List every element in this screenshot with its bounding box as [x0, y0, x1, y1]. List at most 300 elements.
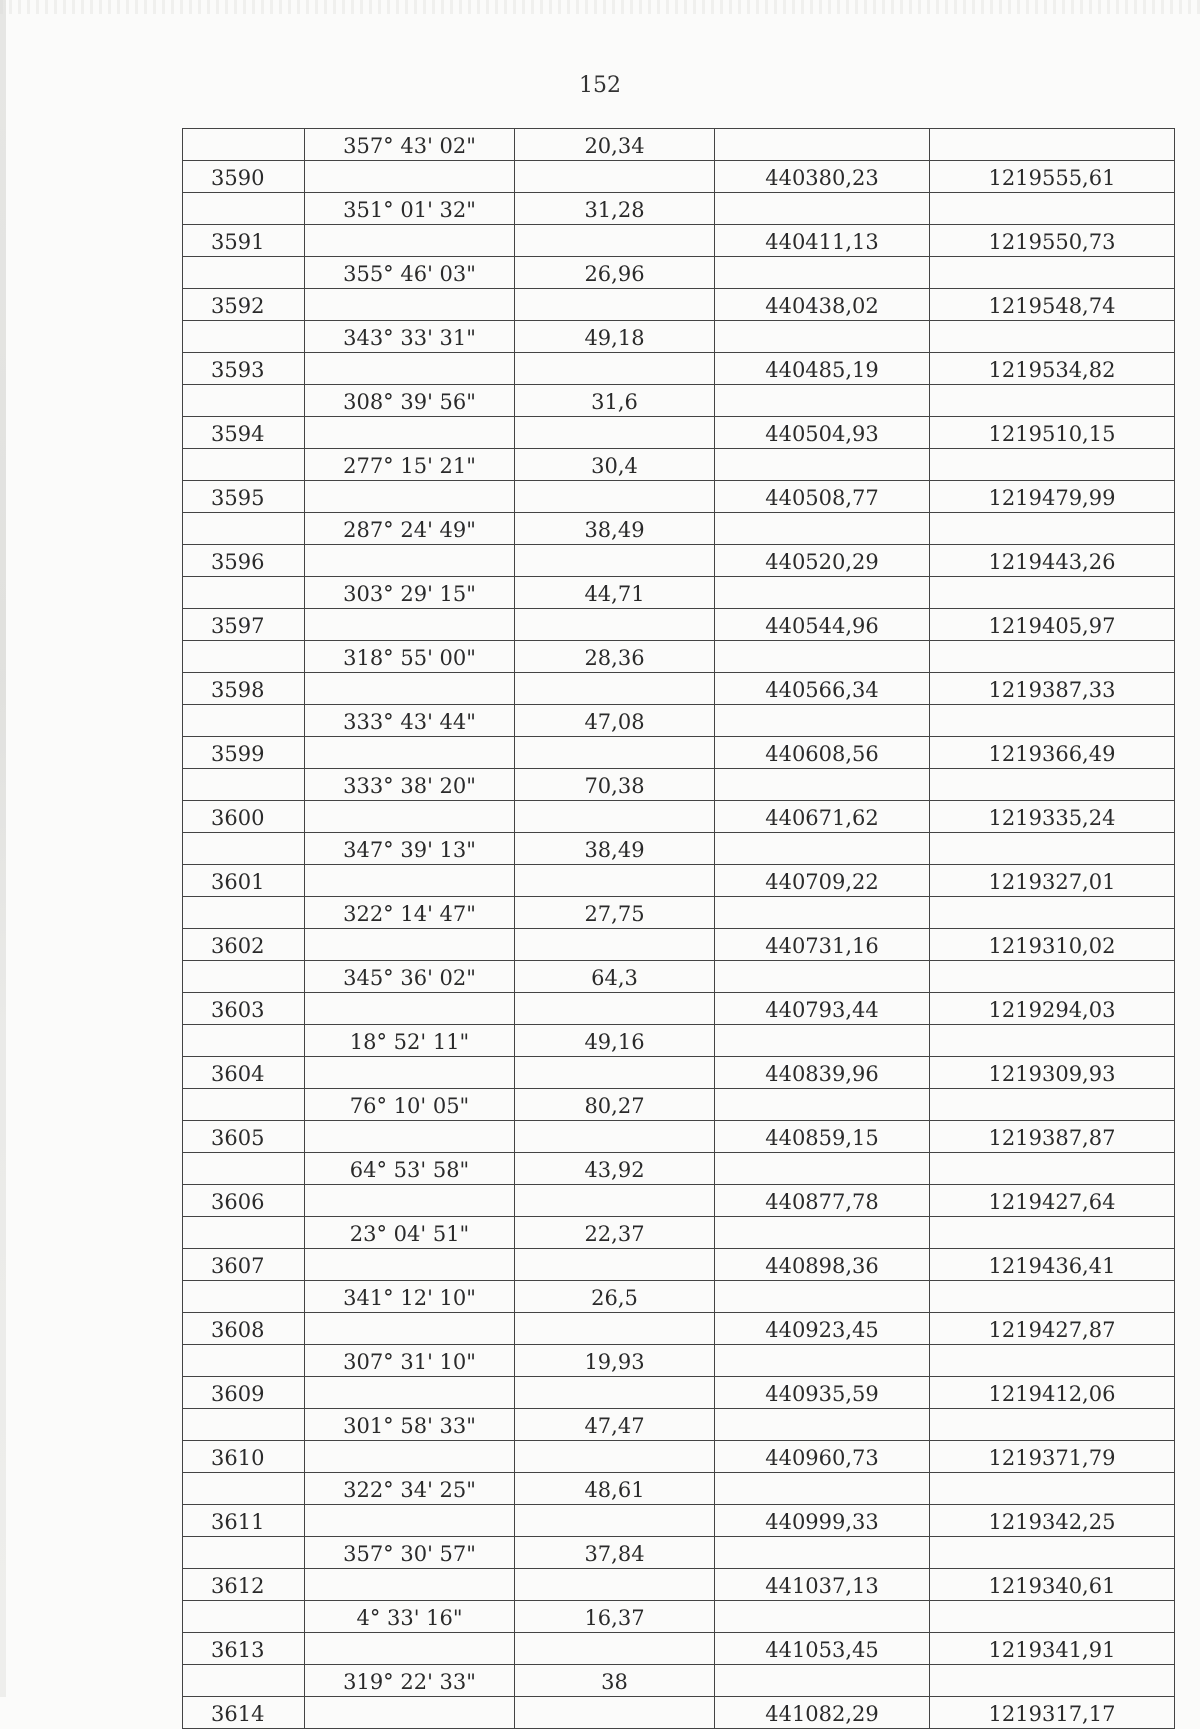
- cell-distance: [515, 417, 715, 449]
- cell-distance: [515, 1185, 715, 1217]
- cell-distance: [515, 609, 715, 641]
- cell-coordinate-x: [715, 1089, 930, 1121]
- cell-coordinate-y: 1219510,15: [930, 417, 1175, 449]
- table-row: [183, 1121, 1175, 1153]
- cell-distance: 38,49: [515, 833, 715, 865]
- cell-bearing: [305, 801, 515, 833]
- table-row: [183, 129, 1175, 161]
- cell-coordinate-x: 440438,02: [715, 289, 930, 321]
- table-row: [183, 257, 1175, 289]
- cell-coordinate-y: 1219479,99: [930, 481, 1175, 513]
- cell-point-number: 3595: [183, 481, 305, 513]
- cell-coordinate-x: 440485,19: [715, 353, 930, 385]
- cell-distance: [515, 1697, 715, 1729]
- cell-bearing: [305, 353, 515, 385]
- cell-coordinate-y: 1219340,61: [930, 1569, 1175, 1601]
- cell-point-number: [183, 1537, 305, 1569]
- table-row: [183, 1025, 1175, 1057]
- cell-point-number: [183, 1601, 305, 1633]
- cell-distance: [515, 1249, 715, 1281]
- cell-distance: 47,08: [515, 705, 715, 737]
- cell-coordinate-y: [930, 129, 1175, 161]
- cell-distance: 47,47: [515, 1409, 715, 1441]
- cell-bearing: [305, 1441, 515, 1473]
- cell-coordinate-x: [715, 513, 930, 545]
- table-row: [183, 1505, 1175, 1537]
- coordinates-table-body: [183, 129, 1175, 1729]
- cell-bearing: [305, 609, 515, 641]
- cell-coordinate-x: [715, 321, 930, 353]
- cell-point-number: 3605: [183, 1121, 305, 1153]
- table-row: [183, 1313, 1175, 1345]
- cell-coordinate-y: [930, 1217, 1175, 1249]
- cell-coordinate-x: [715, 897, 930, 929]
- cell-bearing: 322° 34' 25": [305, 1473, 515, 1505]
- cell-point-number: 3608: [183, 1313, 305, 1345]
- cell-coordinate-x: [715, 641, 930, 673]
- cell-bearing: 308° 39' 56": [305, 385, 515, 417]
- cell-bearing: [305, 1313, 515, 1345]
- cell-point-number: 3606: [183, 1185, 305, 1217]
- table-row: [183, 609, 1175, 641]
- cell-distance: [515, 737, 715, 769]
- cell-bearing: 18° 52' 11": [305, 1025, 515, 1057]
- cell-point-number: [183, 1665, 305, 1697]
- cell-coordinate-y: 1219387,87: [930, 1121, 1175, 1153]
- table-row: [183, 769, 1175, 801]
- cell-distance: 30,4: [515, 449, 715, 481]
- cell-coordinate-y: [930, 961, 1175, 993]
- table-row: [183, 1601, 1175, 1633]
- cell-point-number: 3596: [183, 545, 305, 577]
- cell-coordinate-x: 440935,59: [715, 1377, 930, 1409]
- cell-coordinate-y: [930, 1409, 1175, 1441]
- cell-point-number: [183, 1217, 305, 1249]
- cell-coordinate-y: [930, 641, 1175, 673]
- cell-point-number: [183, 833, 305, 865]
- cell-bearing: [305, 225, 515, 257]
- cell-coordinate-x: 440999,33: [715, 1505, 930, 1537]
- cell-bearing: 23° 04' 51": [305, 1217, 515, 1249]
- cell-coordinate-x: 441082,29: [715, 1697, 930, 1729]
- cell-coordinate-x: [715, 1345, 930, 1377]
- table-row: [183, 1665, 1175, 1697]
- cell-coordinate-y: 1219342,25: [930, 1505, 1175, 1537]
- cell-coordinate-x: 441053,45: [715, 1633, 930, 1665]
- cell-point-number: 3591: [183, 225, 305, 257]
- table-row: [183, 1185, 1175, 1217]
- table-row: [183, 1569, 1175, 1601]
- cell-bearing: 341° 12' 10": [305, 1281, 515, 1313]
- cell-point-number: [183, 897, 305, 929]
- cell-bearing: 76° 10' 05": [305, 1089, 515, 1121]
- cell-point-number: 3594: [183, 417, 305, 449]
- cell-distance: [515, 801, 715, 833]
- cell-bearing: 287° 24' 49": [305, 513, 515, 545]
- cell-point-number: [183, 1089, 305, 1121]
- cell-coordinate-x: 440520,29: [715, 545, 930, 577]
- cell-coordinate-y: [930, 257, 1175, 289]
- cell-distance: 38,49: [515, 513, 715, 545]
- cell-distance: [515, 929, 715, 961]
- cell-distance: 19,93: [515, 1345, 715, 1377]
- cell-bearing: 333° 38' 20": [305, 769, 515, 801]
- cell-point-number: 3590: [183, 161, 305, 193]
- table-row: [183, 1409, 1175, 1441]
- cell-coordinate-x: 440504,93: [715, 417, 930, 449]
- cell-point-number: [183, 257, 305, 289]
- table-row: [183, 993, 1175, 1025]
- cell-distance: [515, 1313, 715, 1345]
- table-row: [183, 385, 1175, 417]
- cell-distance: 43,92: [515, 1153, 715, 1185]
- cell-distance: [515, 161, 715, 193]
- cell-distance: [515, 1057, 715, 1089]
- table-row: [183, 1441, 1175, 1473]
- cell-distance: [515, 673, 715, 705]
- cell-distance: [515, 353, 715, 385]
- cell-point-number: [183, 1025, 305, 1057]
- cell-coordinate-y: [930, 769, 1175, 801]
- cell-coordinate-x: 440566,34: [715, 673, 930, 705]
- table-row: [183, 449, 1175, 481]
- cell-bearing: [305, 1185, 515, 1217]
- cell-coordinate-x: 440544,96: [715, 609, 930, 641]
- cell-coordinate-x: 440877,78: [715, 1185, 930, 1217]
- cell-distance: 37,84: [515, 1537, 715, 1569]
- table-row: [183, 833, 1175, 865]
- cell-distance: 27,75: [515, 897, 715, 929]
- table-row: [183, 1089, 1175, 1121]
- cell-coordinate-x: [715, 1025, 930, 1057]
- table-row: [183, 673, 1175, 705]
- cell-bearing: [305, 1633, 515, 1665]
- cell-point-number: 3597: [183, 609, 305, 641]
- cell-coordinate-y: 1219335,24: [930, 801, 1175, 833]
- coordinates-table: [182, 128, 1175, 1729]
- cell-coordinate-y: 1219555,61: [930, 161, 1175, 193]
- cell-distance: [515, 481, 715, 513]
- table-row: [183, 353, 1175, 385]
- cell-bearing: 333° 43' 44": [305, 705, 515, 737]
- cell-coordinate-x: [715, 1153, 930, 1185]
- cell-bearing: 357° 30' 57": [305, 1537, 515, 1569]
- table-row: [183, 1345, 1175, 1377]
- table-row: [183, 321, 1175, 353]
- cell-point-number: [183, 321, 305, 353]
- cell-bearing: [305, 1249, 515, 1281]
- cell-coordinate-y: 1219427,64: [930, 1185, 1175, 1217]
- cell-distance: [515, 1121, 715, 1153]
- cell-point-number: 3599: [183, 737, 305, 769]
- cell-coordinate-y: 1219309,93: [930, 1057, 1175, 1089]
- cell-coordinate-x: [715, 705, 930, 737]
- cell-coordinate-x: [715, 961, 930, 993]
- cell-point-number: [183, 385, 305, 417]
- table-row: [183, 289, 1175, 321]
- cell-point-number: 3610: [183, 1441, 305, 1473]
- cell-point-number: [183, 769, 305, 801]
- table-row: [183, 865, 1175, 897]
- cell-coordinate-x: [715, 129, 930, 161]
- cell-distance: 22,37: [515, 1217, 715, 1249]
- cell-point-number: [183, 961, 305, 993]
- cell-coordinate-y: [930, 1345, 1175, 1377]
- cell-bearing: [305, 545, 515, 577]
- cell-bearing: [305, 1505, 515, 1537]
- cell-point-number: 3603: [183, 993, 305, 1025]
- cell-point-number: [183, 1153, 305, 1185]
- cell-coordinate-x: 440411,13: [715, 225, 930, 257]
- table-row: [183, 161, 1175, 193]
- cell-point-number: 3611: [183, 1505, 305, 1537]
- cell-distance: [515, 1633, 715, 1665]
- table-row: [183, 1249, 1175, 1281]
- cell-bearing: 351° 01' 32": [305, 193, 515, 225]
- cell-point-number: [183, 1409, 305, 1441]
- cell-coordinate-y: 1219436,41: [930, 1249, 1175, 1281]
- cell-bearing: [305, 161, 515, 193]
- cell-point-number: 3604: [183, 1057, 305, 1089]
- cell-bearing: [305, 1377, 515, 1409]
- cell-coordinate-x: [715, 257, 930, 289]
- table-row: [183, 1057, 1175, 1089]
- cell-bearing: [305, 737, 515, 769]
- scan-edge-left: [0, 0, 6, 1697]
- cell-coordinate-y: [930, 513, 1175, 545]
- cell-coordinate-y: [930, 1281, 1175, 1313]
- table-row: [183, 929, 1175, 961]
- cell-bearing: [305, 1121, 515, 1153]
- cell-distance: 70,38: [515, 769, 715, 801]
- cell-coordinate-y: 1219341,91: [930, 1633, 1175, 1665]
- cell-distance: 49,18: [515, 321, 715, 353]
- cell-point-number: 3607: [183, 1249, 305, 1281]
- cell-bearing: 301° 58' 33": [305, 1409, 515, 1441]
- cell-distance: 31,6: [515, 385, 715, 417]
- cell-bearing: [305, 1569, 515, 1601]
- cell-coordinate-x: [715, 385, 930, 417]
- cell-bearing: 345° 36' 02": [305, 961, 515, 993]
- cell-point-number: [183, 513, 305, 545]
- table-row: [183, 417, 1175, 449]
- cell-coordinate-y: 1219294,03: [930, 993, 1175, 1025]
- table-row: [183, 641, 1175, 673]
- cell-bearing: [305, 929, 515, 961]
- cell-coordinate-x: [715, 193, 930, 225]
- table-row: [183, 1377, 1175, 1409]
- cell-coordinate-y: [930, 833, 1175, 865]
- cell-distance: 26,5: [515, 1281, 715, 1313]
- cell-point-number: 3602: [183, 929, 305, 961]
- cell-distance: 80,27: [515, 1089, 715, 1121]
- cell-bearing: 318° 55' 00": [305, 641, 515, 673]
- cell-coordinate-x: [715, 577, 930, 609]
- table-row: [183, 897, 1175, 929]
- cell-coordinate-x: 440793,44: [715, 993, 930, 1025]
- cell-coordinate-y: 1219443,26: [930, 545, 1175, 577]
- cell-coordinate-x: 440508,77: [715, 481, 930, 513]
- cell-bearing: [305, 1057, 515, 1089]
- cell-coordinate-y: 1219317,17: [930, 1697, 1175, 1729]
- cell-coordinate-x: 440608,56: [715, 737, 930, 769]
- scan-edge-top: [0, 0, 1200, 14]
- cell-distance: 49,16: [515, 1025, 715, 1057]
- cell-coordinate-x: [715, 1473, 930, 1505]
- cell-coordinate-y: [930, 1473, 1175, 1505]
- cell-coordinate-y: [930, 1537, 1175, 1569]
- cell-distance: [515, 545, 715, 577]
- cell-distance: 20,34: [515, 129, 715, 161]
- cell-coordinate-y: [930, 1665, 1175, 1697]
- cell-bearing: 322° 14' 47": [305, 897, 515, 929]
- cell-point-number: 3609: [183, 1377, 305, 1409]
- table-row: [183, 1281, 1175, 1313]
- cell-point-number: 3612: [183, 1569, 305, 1601]
- cell-coordinate-x: [715, 833, 930, 865]
- cell-point-number: 3592: [183, 289, 305, 321]
- cell-coordinate-x: 440380,23: [715, 161, 930, 193]
- cell-coordinate-y: [930, 897, 1175, 929]
- cell-coordinate-y: [930, 705, 1175, 737]
- cell-bearing: [305, 417, 515, 449]
- cell-coordinate-x: 440923,45: [715, 1313, 930, 1345]
- cell-bearing: 357° 43' 02": [305, 129, 515, 161]
- cell-distance: [515, 1441, 715, 1473]
- cell-distance: 44,71: [515, 577, 715, 609]
- table-row: [183, 193, 1175, 225]
- cell-bearing: [305, 481, 515, 513]
- cell-point-number: [183, 1345, 305, 1377]
- cell-distance: 48,61: [515, 1473, 715, 1505]
- cell-point-number: [183, 577, 305, 609]
- cell-bearing: 355° 46' 03": [305, 257, 515, 289]
- cell-coordinate-x: 440898,36: [715, 1249, 930, 1281]
- cell-coordinate-y: 1219387,33: [930, 673, 1175, 705]
- cell-coordinate-x: [715, 449, 930, 481]
- table-row: [183, 737, 1175, 769]
- cell-coordinate-y: 1219366,49: [930, 737, 1175, 769]
- cell-coordinate-x: 440731,16: [715, 929, 930, 961]
- cell-bearing: [305, 289, 515, 321]
- cell-coordinate-y: [930, 1601, 1175, 1633]
- cell-coordinate-y: [930, 577, 1175, 609]
- cell-coordinate-y: 1219371,79: [930, 1441, 1175, 1473]
- cell-point-number: 3613: [183, 1633, 305, 1665]
- cell-distance: [515, 289, 715, 321]
- cell-bearing: 64° 53' 58": [305, 1153, 515, 1185]
- cell-point-number: [183, 449, 305, 481]
- cell-bearing: 347° 39' 13": [305, 833, 515, 865]
- cell-coordinate-y: [930, 193, 1175, 225]
- cell-bearing: 4° 33' 16": [305, 1601, 515, 1633]
- table-row: [183, 513, 1175, 545]
- cell-bearing: 343° 33' 31": [305, 321, 515, 353]
- cell-point-number: [183, 641, 305, 673]
- table-row: [183, 961, 1175, 993]
- cell-coordinate-x: 440671,62: [715, 801, 930, 833]
- cell-point-number: 3601: [183, 865, 305, 897]
- cell-coordinate-y: [930, 1153, 1175, 1185]
- cell-coordinate-y: 1219412,06: [930, 1377, 1175, 1409]
- cell-coordinate-x: [715, 1217, 930, 1249]
- table-row: [183, 1537, 1175, 1569]
- table-row: [183, 1473, 1175, 1505]
- cell-distance: [515, 225, 715, 257]
- table-row: [183, 1697, 1175, 1729]
- cell-distance: 31,28: [515, 193, 715, 225]
- cell-distance: 26,96: [515, 257, 715, 289]
- cell-bearing: [305, 865, 515, 897]
- cell-distance: 38: [515, 1665, 715, 1697]
- cell-coordinate-y: 1219405,97: [930, 609, 1175, 641]
- cell-distance: [515, 1569, 715, 1601]
- cell-coordinate-x: [715, 1601, 930, 1633]
- table-row: [183, 545, 1175, 577]
- cell-coordinate-x: [715, 1537, 930, 1569]
- cell-bearing: [305, 993, 515, 1025]
- cell-distance: [515, 865, 715, 897]
- table-row: [183, 1153, 1175, 1185]
- table-row: [183, 801, 1175, 833]
- cell-point-number: [183, 705, 305, 737]
- cell-coordinate-x: 440859,15: [715, 1121, 930, 1153]
- cell-point-number: 3614: [183, 1697, 305, 1729]
- cell-coordinate-x: 441037,13: [715, 1569, 930, 1601]
- cell-bearing: 277° 15' 21": [305, 449, 515, 481]
- cell-coordinate-x: [715, 1281, 930, 1313]
- cell-coordinate-y: 1219550,73: [930, 225, 1175, 257]
- page-number: 152: [579, 73, 621, 98]
- cell-point-number: 3593: [183, 353, 305, 385]
- cell-distance: [515, 1377, 715, 1409]
- cell-coordinate-x: 440960,73: [715, 1441, 930, 1473]
- table-row: [183, 225, 1175, 257]
- cell-coordinate-y: [930, 385, 1175, 417]
- cell-coordinate-y: 1219327,01: [930, 865, 1175, 897]
- cell-distance: 16,37: [515, 1601, 715, 1633]
- cell-point-number: 3598: [183, 673, 305, 705]
- cell-coordinate-y: 1219534,82: [930, 353, 1175, 385]
- cell-coordinate-y: [930, 321, 1175, 353]
- cell-point-number: 3600: [183, 801, 305, 833]
- cell-coordinate-x: 440709,22: [715, 865, 930, 897]
- cell-distance: [515, 1505, 715, 1537]
- cell-bearing: [305, 673, 515, 705]
- cell-bearing: 303° 29' 15": [305, 577, 515, 609]
- cell-bearing: 307° 31' 10": [305, 1345, 515, 1377]
- cell-point-number: [183, 1281, 305, 1313]
- table-row: [183, 705, 1175, 737]
- cell-bearing: [305, 1697, 515, 1729]
- table-row: [183, 1217, 1175, 1249]
- table-row: [183, 577, 1175, 609]
- cell-bearing: 319° 22' 33": [305, 1665, 515, 1697]
- cell-coordinate-x: 440839,96: [715, 1057, 930, 1089]
- cell-coordinate-x: [715, 769, 930, 801]
- cell-coordinate-x: [715, 1665, 930, 1697]
- cell-distance: [515, 993, 715, 1025]
- table-row: [183, 1633, 1175, 1665]
- cell-coordinate-y: 1219310,02: [930, 929, 1175, 961]
- cell-coordinate-y: [930, 1089, 1175, 1121]
- cell-coordinate-y: 1219548,74: [930, 289, 1175, 321]
- table-row: [183, 481, 1175, 513]
- cell-coordinate-y: 1219427,87: [930, 1313, 1175, 1345]
- cell-distance: 28,36: [515, 641, 715, 673]
- cell-coordinate-y: [930, 449, 1175, 481]
- cell-point-number: [183, 1473, 305, 1505]
